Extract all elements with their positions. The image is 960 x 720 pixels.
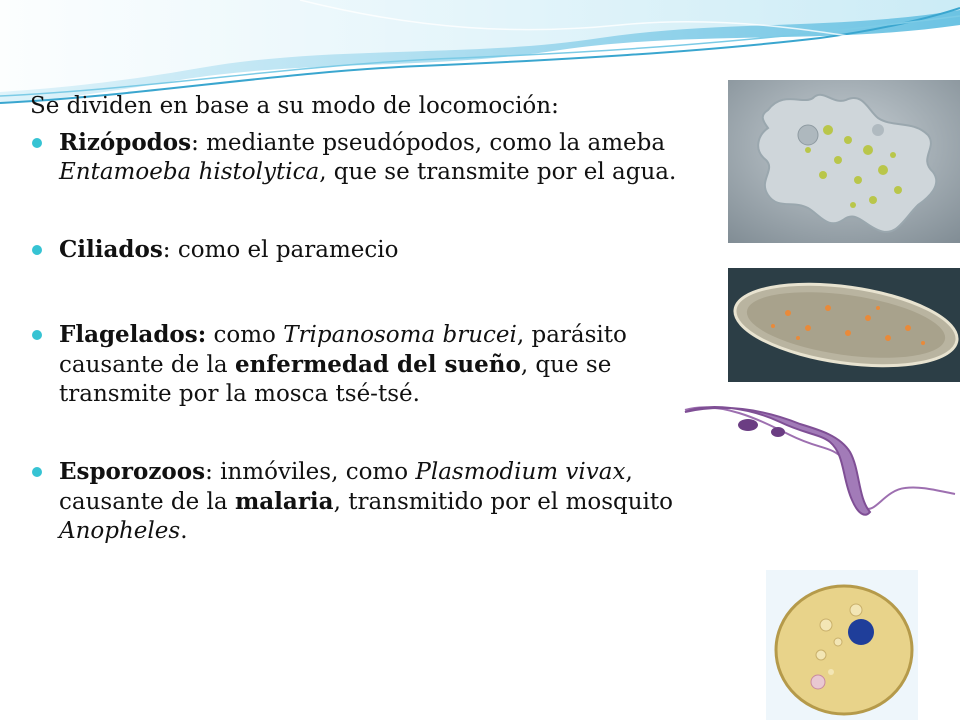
list-item-esporozoos (30, 457, 710, 546)
paramecium-photo (728, 268, 960, 382)
bullet-icon (32, 245, 42, 255)
list-item-rizopodos (30, 128, 710, 187)
item-text: Flagelados: como Tripanosoma brucei, parásito causante de la enfermedad del sueño, que se transmite por la mosca tsé-tsé. (59, 321, 627, 407)
bullet-icon (32, 330, 42, 340)
topic-list (30, 128, 710, 546)
bullet-icon (32, 138, 42, 148)
trypanosome-illustration (680, 390, 960, 530)
plasmodium-cell-illustration (766, 570, 918, 720)
item-text: Ciliados: como el paramecio (59, 236, 399, 263)
amoeba-photo (728, 80, 960, 243)
list-item-flagelados (30, 320, 710, 409)
item-text: Rizópodos: mediante pseudópodos, como la ameba Entamoeba histolytica, que se transmite por el agua. (59, 129, 677, 185)
slide-content (30, 92, 710, 546)
item-text: Esporozoos: inmóviles, como Plasmodium vivax, causante de la malaria, transmitido por el mosquito Anopheles. (59, 458, 674, 544)
intro-text: Se dividen en base a su modo de locomoción: (30, 93, 559, 119)
list-item-ciliados (30, 235, 710, 265)
bullet-icon (32, 467, 42, 477)
